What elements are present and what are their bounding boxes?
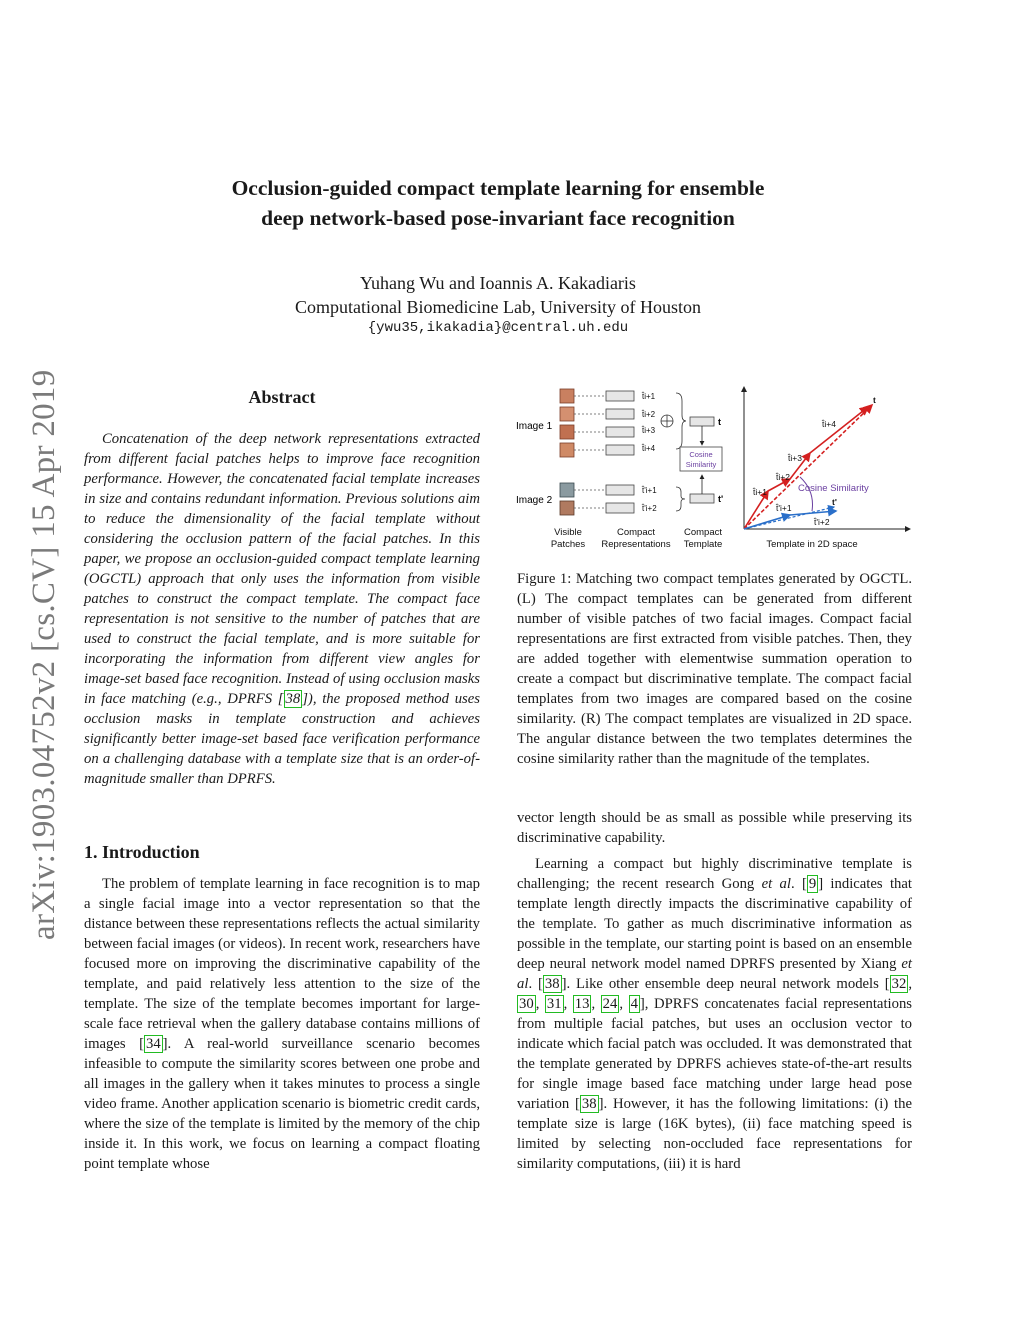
plot-cosine-label: Cosine Similarity [798, 483, 869, 494]
figure-1 [510, 383, 915, 558]
citation-link[interactable]: 31 [546, 996, 562, 1012]
label-tp2: t̂'i+2 [642, 504, 657, 513]
label-ti1: t̂i+1 [642, 392, 656, 401]
compact-template-2 [690, 494, 714, 503]
paper-title [140, 173, 856, 233]
citation-link[interactable]: 32 [891, 976, 907, 992]
vector-t [744, 405, 872, 529]
right-paragraph-2: Learning a compact but highly discriminative template is challenging; the recent research Gong et al. [ 9 ] indicates that template length directly impacts the discriminative capability of the template. To gather as much discriminative information as possible in the template, our starting point is based on an ensemble deep neural network model named DPRFS presented by Xiang et al. [ 38 ]. Like other ensemble deep neural network models [ 32 , 30 , 31 , 13 , 24 , 4 ], DPRFS concatenates facial representations from multiple facial patches, but uses an occlusion vector to indicate which facial patch was occluded. It was demonstrated that the template generated by DPRFS achieves state-of-the-art results for single image based face matching under large head pose variation [ 38 ]. However, it has the following limitations: (i) the template size is large (16K bytes), (ii) face matching speed is limited by selecting non-occluded face representations for similarity computations, (iii) it is hard [517, 856, 913, 1172]
citation-link[interactable]: 38 [581, 1096, 597, 1112]
intro-text-2: ]. A real-world surveillance scenario becomes infeasible to compute the similarity scores between one probe and all images in the gallery when it takes minutes to process a single video frame. Another application scenario is biometric credit cards, where the size of the template is limited by the memory of the chip inside it. In this work, we focus on learning a compact floating point template whose [84, 1036, 480, 1172]
title-line-1: Occlusion-guided compact template learning for ensemble [231, 176, 765, 200]
bottom-label-visible: Visible [554, 527, 582, 538]
visible-patches-image-1 [560, 389, 574, 457]
abstract-text-1: Concatenation of the deep network representations extracted from different facial patches helps to improve face recognition performance. However, the concatenated facial template increases in size and contains redundant information. Previous solutions aim to reduce the dimensionality of the facial template without considering the occlusion pattern of the facial patches. In this paper, we propose an occlusion-guided compact template learning (OGCTL) approach that only uses the information from visible patches to construct the compact template. The compact face representation is not sensitive to the number of patches that are used to construct the facial template, and is more suitable for incorporating the information from different view angles for image-set based face recognition. Instead of using occlusion masks in face matching (e.g., DPRFS [ [84, 431, 480, 707]
label-ti3: t̂i+3 [642, 426, 656, 435]
citation-link[interactable]: 34 [145, 1036, 161, 1052]
label-tp1: t̂'i+1 [642, 486, 657, 495]
email: {ywu35,ikakadia}@central.uh.edu [367, 320, 629, 336]
plot-label-ti3: t̂i+3 [788, 453, 802, 463]
et-al: et al [517, 956, 912, 992]
plot-label-tp2: t̂'i+2 [814, 517, 830, 527]
bottom-label-template: Template [683, 539, 723, 550]
plot-label-ti1: t̂i+1 [753, 487, 767, 497]
figure-caption: Figure 1: Matching two compact templates generated by OGCTL. (L) The compact templates can be generated from different number of visible patches of two facial images. Compact facial representations are first extracted from visible patches. Then, they are added together with elementwise summation operation to create a compact but discriminative template. The compact facial templates from two images are compared based on the cosine similarity. (R) The compact templates are visualized in 2D space. The angular distance between the two templates determines the cosine similarity rather than the magnitude of the templates. [517, 571, 912, 767]
bottom-label-compact-1: Compact [616, 527, 656, 538]
et-al: et al [761, 876, 791, 892]
plot-label-tp1: t̂'i+1 [776, 503, 792, 513]
plot-caption: Template in 2D space [766, 539, 858, 550]
plot-label-t: t [873, 395, 876, 405]
abstract-text-2: ]), the proposed method uses occlusion masks in template construction and achieves significantly better image-set based face verification performance on a challenging database with a template size that is an order-of-magnitude smaller than DPRFS. [84, 691, 480, 787]
intro-text-1: The problem of template learning in face recognition is to map a single facial image into a vector representation so that the distance between these representations reflects the actual similarity between facial images (or videos). In recent work, researchers have focused more on improving the discriminative capability of the template, and paid relatively less attention to the size of the template. The size of the template becomes important for large-scale face retrieval when the gallery database contains millions of images [ [84, 876, 480, 1052]
text: . [ [790, 876, 807, 892]
compact-template-1 [690, 417, 714, 426]
visible-patches-image-2 [560, 483, 574, 515]
arxiv-identifier: arXiv:1903.04752v2 [cs.CV] 15 Apr 2019 [26, 369, 62, 940]
citation-link[interactable]: 38 [285, 691, 301, 707]
text: Learning a compact but highly discriminative template is challenging; the recent research Gong [517, 856, 912, 892]
label-ti4: t̂i+4 [642, 444, 656, 453]
compact-representations [606, 391, 634, 513]
authors: Yuhang Wu and Ioannis A. Kakadiaris [360, 273, 636, 293]
bottom-label-representations: Representations [601, 539, 671, 550]
label-t: t [718, 417, 721, 427]
image-1-label: Image 1 [516, 421, 553, 432]
text: ]. Like other ensemble deep neural network models [ [561, 976, 890, 992]
plot-label-ti4: t̂i+4 [822, 419, 836, 429]
bottom-label-compact-2: Compact [683, 527, 723, 538]
label-tprime: t' [718, 494, 724, 504]
introduction-heading: 1. Introduction [84, 842, 200, 862]
text: ] indicates that template length directly impacts the discriminative capability of the template. To gather as much discriminative information as possible in the template, our starting point is based on an ensemble deep neural network model named DPRFS presented by Xiang [517, 876, 912, 972]
introduction-body [84, 874, 480, 1174]
cosine-box-line1: Cosine [689, 450, 713, 459]
template-2d-plot [744, 387, 910, 529]
title-line-2: deep network-based pose-invariant face recognition [261, 206, 735, 230]
right-paragraph-1: vector length should be as small as possible while preserving its discriminative capability. [517, 810, 912, 846]
citation-link[interactable]: 24 [602, 996, 618, 1012]
text: . [ [528, 976, 543, 992]
abstract-heading: Abstract [248, 387, 316, 407]
vector-ti4 [810, 407, 868, 453]
text: ]. However, it has the following limitations: (i) the template size is large (16K bytes), (ii) face matching speed is limited by selecting non-occluded face representations for similarity computations, (iii) it is hard [517, 1096, 913, 1172]
citation-link[interactable]: 13 [574, 996, 590, 1012]
plot-label-tp: t' [832, 497, 837, 507]
plot-label-ti2: t̂i+2 [776, 472, 790, 482]
affiliation: Computational Biomedicine Lab, University of Houston [295, 297, 701, 317]
label-ti2: t̂i+2 [642, 410, 656, 419]
cosine-box-line2: Similarity [685, 460, 717, 469]
author-block [140, 271, 856, 319]
image-2-label: Image 2 [516, 495, 553, 506]
abstract-body [84, 429, 480, 789]
citation-link[interactable]: 38 [544, 976, 560, 992]
bottom-label-patches: Patches [550, 539, 586, 550]
citation-link[interactable]: 9 [808, 876, 817, 892]
citation-link[interactable]: 4 [630, 996, 638, 1012]
citation-link[interactable]: 30 [519, 996, 534, 1012]
text: ], DPRFS concatenates facial representations from multiple facial patches, but uses an occlusion vector to indicate which facial patch was occluded. It was demonstrated that the template generated by DPRFS achieves state-of-the-art results for single image based face matching under large head pose variation [ [517, 996, 913, 1112]
